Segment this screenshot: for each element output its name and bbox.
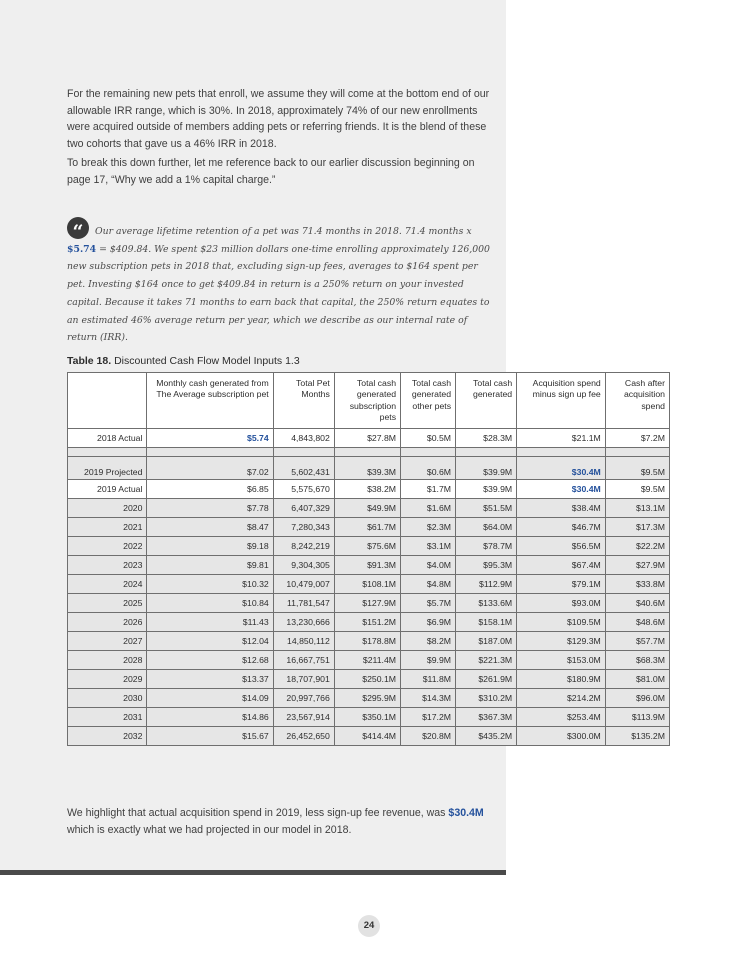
table-cell: $13.37 <box>147 670 273 689</box>
table-cell: $12.04 <box>147 632 273 651</box>
table-cell: $30.4M <box>517 480 606 499</box>
table-cell: $6.9M <box>401 613 456 632</box>
table-cell: 6,407,329 <box>273 499 334 518</box>
table-cell: $133.6M <box>456 594 517 613</box>
table-cell: $30.4M <box>517 457 606 480</box>
table-cell: $75.6M <box>334 537 400 556</box>
column-header: Total cash generated other pets <box>401 373 456 429</box>
table-cell: $14.09 <box>147 689 273 708</box>
table-spacer <box>68 448 670 457</box>
table-cell: $22.2M <box>605 537 669 556</box>
table-cell: $11.8M <box>401 670 456 689</box>
row-label: 2022 <box>68 537 147 556</box>
table-cell: $178.8M <box>334 632 400 651</box>
table-cell: $14.86 <box>147 708 273 727</box>
table-cell: $39.9M <box>456 480 517 499</box>
table-cell: $9.5M <box>605 480 669 499</box>
table-cell: $96.0M <box>605 689 669 708</box>
table-cell: $158.1M <box>456 613 517 632</box>
table-row <box>68 632 670 651</box>
table-cell: $57.7M <box>605 632 669 651</box>
row-label: 2024 <box>68 575 147 594</box>
row-label: 2020 <box>68 499 147 518</box>
paragraph-irr-range: For the remaining new pets that enroll, we assume they will come at the bottom end of our allowable IRR range, which is 30%. In 2018, approximately 74% of our new enrollments were acquired outside of members adding pets or referring friends. It is the blend of these two cohorts that gave us a 46% IRR in 2018. <box>67 88 490 150</box>
table-cell: $153.0M <box>517 651 606 670</box>
table-cell: $108.1M <box>334 575 400 594</box>
table-cell: $11.43 <box>147 613 273 632</box>
quote-highlight: $5.74 <box>67 243 97 255</box>
row-label: 2023 <box>68 556 147 575</box>
table-cell: 14,850,112 <box>273 632 334 651</box>
table-cell: $295.9M <box>334 689 400 708</box>
column-header: Total cash generated <box>456 373 517 429</box>
table-cell: $28.3M <box>456 429 517 448</box>
table-cell: $8.2M <box>401 632 456 651</box>
table-cell: $1.6M <box>401 499 456 518</box>
table-cell: $8.47 <box>147 518 273 537</box>
table-cell: $113.9M <box>605 708 669 727</box>
table-cell: $39.9M <box>456 457 517 480</box>
table-cell: $367.3M <box>456 708 517 727</box>
table-cell: $253.4M <box>517 708 606 727</box>
table-cell: $350.1M <box>334 708 400 727</box>
table-cell: $67.4M <box>517 556 606 575</box>
quote-text-2: = $409.84. We spent $23 million dollars one-time enrolling approximately 126,000 new subscription pets in 2018 that, excluding sign-up fees, averages to $164 spent per pet. Investing $164 once to get $409.84 in return is a 250% return on your invested capital. Because it takes 71 months to earn back that capital, the 250% return equates to an estimated 46% average return per year, which we describe as our internal rate of return (IRR). <box>67 243 490 344</box>
closing-highlight: $30.4M <box>448 807 484 819</box>
row-label: 2021 <box>68 518 147 537</box>
table-cell: $48.6M <box>605 613 669 632</box>
table-row <box>68 594 670 613</box>
table-cell: 18,707,901 <box>273 670 334 689</box>
table-cell: $20.8M <box>401 727 456 746</box>
table-cell: $68.3M <box>605 651 669 670</box>
table-cell: 5,575,670 <box>273 480 334 499</box>
table-cell: $0.6M <box>401 457 456 480</box>
column-header <box>68 373 147 429</box>
table-cell: $2.3M <box>401 518 456 537</box>
row-label: 2032 <box>68 727 147 746</box>
table-cell: $135.2M <box>605 727 669 746</box>
table-cell: $81.0M <box>605 670 669 689</box>
table-cell: $27.9M <box>605 556 669 575</box>
table-cell: $21.1M <box>517 429 606 448</box>
table-cell: $112.9M <box>456 575 517 594</box>
table-cell: 16,667,751 <box>273 651 334 670</box>
row-label: 2019 Actual <box>68 480 147 499</box>
table-cell: $7.02 <box>147 457 273 480</box>
table-cell: $38.2M <box>334 480 400 499</box>
row-label: 2025 <box>68 594 147 613</box>
table-cell: $6.85 <box>147 480 273 499</box>
table-cell: $17.2M <box>401 708 456 727</box>
table-cell: $9.18 <box>147 537 273 556</box>
table-row <box>68 499 670 518</box>
table-cell: $39.3M <box>334 457 400 480</box>
table-cell: 9,304,305 <box>273 556 334 575</box>
table-cell: $109.5M <box>517 613 606 632</box>
quote-text-1: Our average lifetime retention of a pet was 71.4 months in 2018. 71.4 months x <box>95 226 472 237</box>
table-cell: $250.1M <box>334 670 400 689</box>
table-cell: $4.0M <box>401 556 456 575</box>
table-cell: $78.7M <box>456 537 517 556</box>
table-row <box>68 537 670 556</box>
page-number: 24 <box>358 915 380 937</box>
row-label: 2018 Actual <box>68 429 147 448</box>
column-header: Total Pet Months <box>273 373 334 429</box>
table-row <box>68 575 670 594</box>
table-cell: $10.84 <box>147 594 273 613</box>
section-divider <box>0 870 506 875</box>
table-cell: 23,567,914 <box>273 708 334 727</box>
table-cell: $5.74 <box>147 429 273 448</box>
table-row <box>68 708 670 727</box>
table-cell: $38.4M <box>517 499 606 518</box>
row-label: 2031 <box>68 708 147 727</box>
table-cell: $93.0M <box>517 594 606 613</box>
table-cell: $435.2M <box>456 727 517 746</box>
table-cell: $5.7M <box>401 594 456 613</box>
table-cell: $46.7M <box>517 518 606 537</box>
table-cell: $0.5M <box>401 429 456 448</box>
table-row <box>68 689 670 708</box>
table-row <box>68 651 670 670</box>
table-cell: $7.78 <box>147 499 273 518</box>
table-cell: $151.2M <box>334 613 400 632</box>
table-cell: $33.8M <box>605 575 669 594</box>
table-cell: $9.81 <box>147 556 273 575</box>
table-cell: $79.1M <box>517 575 606 594</box>
column-header: Acquisition spend minus sign up fee <box>517 373 606 429</box>
table-cell: $187.0M <box>456 632 517 651</box>
column-header: Monthly cash generated from The Average subscription pet <box>147 373 273 429</box>
table-caption <box>67 355 300 367</box>
pull-quote <box>67 217 491 347</box>
table-row <box>68 429 670 448</box>
table-cell: $14.3M <box>401 689 456 708</box>
table-cell: $49.9M <box>334 499 400 518</box>
table-cell: 4,843,802 <box>273 429 334 448</box>
table-cell: $91.3M <box>334 556 400 575</box>
row-label: 2028 <box>68 651 147 670</box>
table-cell: $211.4M <box>334 651 400 670</box>
table-cell: 26,452,650 <box>273 727 334 746</box>
table-cell: $7.2M <box>605 429 669 448</box>
table-cell: $214.2M <box>517 689 606 708</box>
table-header-row <box>68 373 670 429</box>
table-cell: 11,781,547 <box>273 594 334 613</box>
row-label: 2029 <box>68 670 147 689</box>
table-cell: $261.9M <box>456 670 517 689</box>
table-cell: 13,230,666 <box>273 613 334 632</box>
quote-icon: “ <box>67 217 89 239</box>
table-row <box>68 457 670 480</box>
table-cell: $300.0M <box>517 727 606 746</box>
table-cell: $56.5M <box>517 537 606 556</box>
column-header: Cash after acquisition spend <box>605 373 669 429</box>
table-cell: $4.8M <box>401 575 456 594</box>
table-row <box>68 727 670 746</box>
table-row <box>68 613 670 632</box>
table-cell: $17.3M <box>605 518 669 537</box>
table-cell: $310.2M <box>456 689 517 708</box>
table-cell: $180.9M <box>517 670 606 689</box>
table-cell: $3.1M <box>401 537 456 556</box>
table-cell: $64.0M <box>456 518 517 537</box>
table-cell: $95.3M <box>456 556 517 575</box>
table-cell: 10,479,007 <box>273 575 334 594</box>
table-cell: $414.4M <box>334 727 400 746</box>
table-caption-label: Table 18. <box>67 355 112 367</box>
table-cell: $61.7M <box>334 518 400 537</box>
row-label: 2019 Projected <box>68 457 147 480</box>
table-cell: $9.9M <box>401 651 456 670</box>
dcf-table <box>67 372 670 746</box>
table-cell: $15.67 <box>147 727 273 746</box>
table-cell: $1.7M <box>401 480 456 499</box>
table-cell: $51.5M <box>456 499 517 518</box>
table-cell: $127.9M <box>334 594 400 613</box>
paragraph-reference: To break this down further, let me reference back to our earlier discussion beginning on page 17, “Why we add a 1% capital charge.” <box>67 157 475 186</box>
column-header: Total cash generated subscription pets <box>334 373 400 429</box>
table-row <box>68 480 670 499</box>
row-label: 2030 <box>68 689 147 708</box>
table-row <box>68 556 670 575</box>
table-cell: 20,997,766 <box>273 689 334 708</box>
closing-text-1: We highlight that actual acquisition spend in 2019, less sign-up fee revenue, was <box>67 807 449 819</box>
paragraph-closing <box>67 805 495 838</box>
table-row <box>68 518 670 537</box>
table-cell: 5,602,431 <box>273 457 334 480</box>
table-caption-text: Discounted Cash Flow Model Inputs 1.3 <box>114 355 300 367</box>
table-cell: $13.1M <box>605 499 669 518</box>
table-cell: $129.3M <box>517 632 606 651</box>
table-cell: $12.68 <box>147 651 273 670</box>
table-cell: $40.6M <box>605 594 669 613</box>
row-label: 2027 <box>68 632 147 651</box>
table-cell: $221.3M <box>456 651 517 670</box>
table-cell: 8,242,219 <box>273 537 334 556</box>
table-row <box>68 670 670 689</box>
table-cell: $10.32 <box>147 575 273 594</box>
table-cell: $9.5M <box>605 457 669 480</box>
row-label: 2026 <box>68 613 147 632</box>
closing-text-2: which is exactly what we had projected in our model in 2018. <box>67 823 352 836</box>
table-cell: 7,280,343 <box>273 518 334 537</box>
table-cell: $27.8M <box>334 429 400 448</box>
